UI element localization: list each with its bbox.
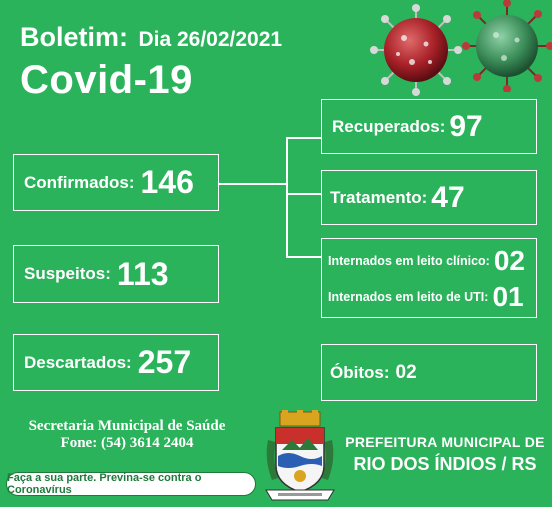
internados-clinico-label: Internados em leito clínico:: [328, 254, 490, 268]
internados-uti-value: 01: [492, 281, 524, 312]
prefeitura-signature: [345, 434, 545, 475]
tratamento-box: [321, 170, 537, 225]
descartados-label: Descartados:: [24, 352, 132, 372]
connector-to-tratamento: [286, 193, 322, 195]
secretaria-contact: [22, 418, 232, 452]
confirmados-label: Confirmados:: [24, 172, 135, 192]
municipal-coat-of-arms-icon: [262, 410, 338, 504]
bulletin-subtitle: Covid-19: [20, 58, 193, 102]
tratamento-value: 47: [431, 180, 465, 214]
suspeitos-value: 113: [116, 255, 169, 292]
prefeitura-label: PREFEITURA MUNICIPAL DE: [345, 434, 545, 450]
recuperados-label: Recuperados:: [332, 116, 446, 136]
connector-vertical: [286, 137, 288, 257]
internados-clinico-value: 02: [493, 245, 525, 276]
connector-to-recuperados: [286, 137, 322, 139]
confirmados-box: [13, 154, 219, 211]
descartados-value: 257: [137, 344, 192, 380]
coronavirus-green-icon: [462, 0, 552, 92]
descartados-box: [13, 334, 219, 391]
bulletin-title: Boletim:: [20, 22, 128, 52]
confirmados-value: 146: [140, 164, 194, 200]
coronavirus-red-icon: [368, 4, 464, 96]
secretaria-phone: Fone: (54) 3614 2404: [60, 435, 194, 451]
suspeitos-label: Suspeitos:: [24, 264, 111, 283]
city-name: RIO DOS ÍNDIOS / RS: [353, 454, 537, 474]
suspeitos-box: [13, 245, 219, 303]
prevention-slogan: Faça a sua parte. Previna-se contra o Coronavírus: [6, 472, 256, 496]
tratamento-label: Tratamento:: [330, 187, 428, 207]
bulletin-header: [20, 22, 282, 53]
recuperados-box: [321, 99, 537, 154]
secretaria-name: Secretaria Municipal de Saúde: [28, 418, 226, 434]
connector-to-internados: [286, 256, 322, 258]
obitos-box: [321, 344, 537, 401]
recuperados-value: 97: [449, 109, 483, 143]
internados-box: [321, 238, 537, 318]
bulletin-date: Dia 26/02/2021: [138, 28, 283, 51]
obitos-value: 02: [395, 361, 417, 383]
internados-uti-label: Internados em leito de UTI:: [328, 290, 489, 304]
connector-horizontal-main: [219, 183, 287, 185]
obitos-label: Óbitos:: [330, 362, 390, 382]
